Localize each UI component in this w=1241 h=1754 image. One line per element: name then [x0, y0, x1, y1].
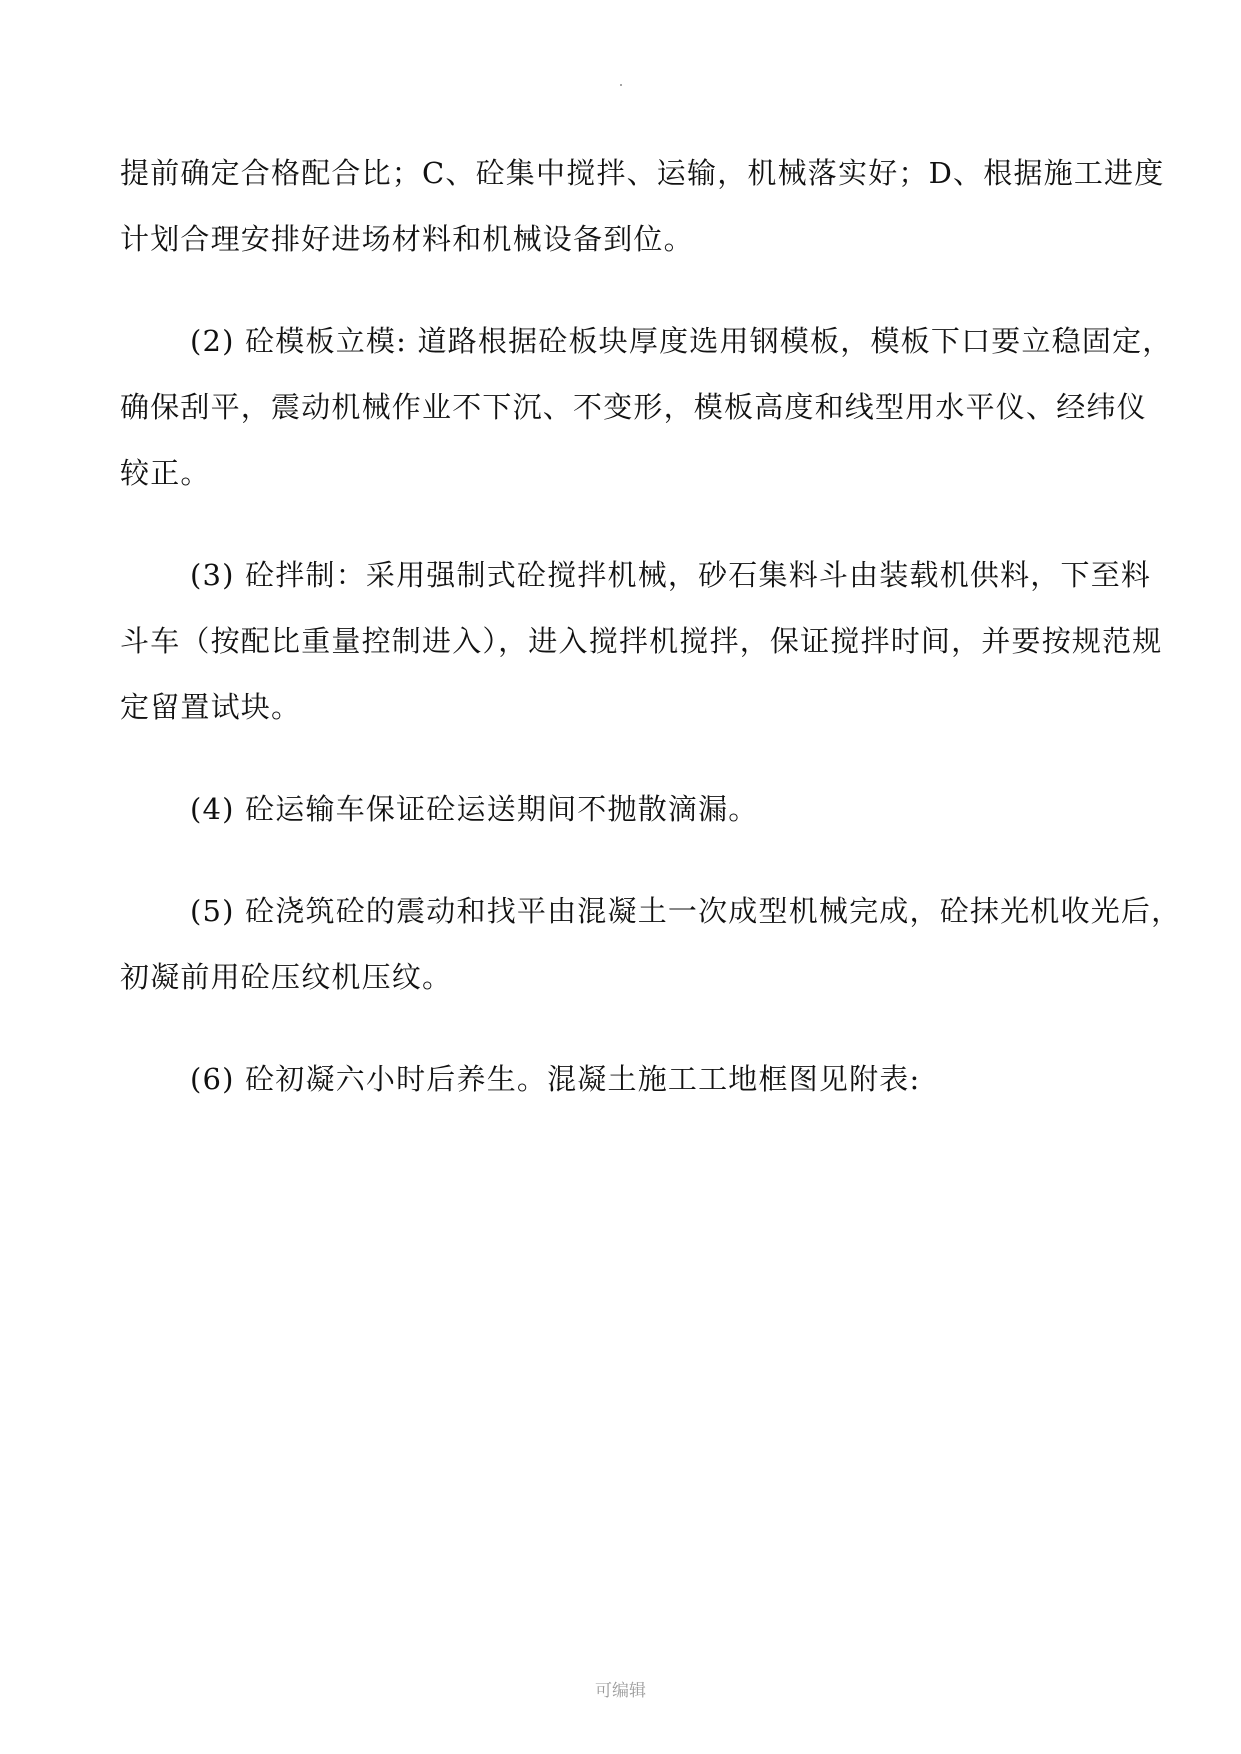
paragraph-line: 计划合理安排好进场材料和机械设备到位。: [120, 222, 694, 256]
paragraph-line: 定留置试块。: [120, 690, 302, 724]
paragraph-4-transport: [120, 776, 1120, 842]
page-footer-text: 可编辑: [595, 1681, 646, 1701]
paragraph-line: (2) 砼模板立模: 道路根据砼板块厚度选用钢模板，模板下口要立稳固定，: [190, 324, 1173, 358]
paragraph-line: (5) 砼浇筑砼的震动和找平由混凝土一次成型机械完成，砼抹光机收光后，: [190, 894, 1182, 928]
paragraph-6-curing: [120, 1046, 1120, 1112]
paragraph-line: 提前确定合格配合比；C、砼集中搅拌、运输，机械落实好；D、根据施工进度: [120, 156, 1165, 190]
paragraph-line: 较正。: [120, 456, 211, 490]
paragraph-line: (4) 砼运输车保证砼运送期间不抛散滴漏。: [190, 792, 759, 826]
paragraph-line: 斗车（按配比重量控制进入），进入搅拌机搅拌，保证搅拌时间，并要按规范规: [120, 624, 1163, 658]
document-body: [120, 140, 1182, 1112]
paragraph-3-mixing: [120, 542, 1163, 740]
paragraph-5-pouring: [120, 878, 1182, 1010]
paragraph-line: 确保刮平，震动机械作业不下沉、不变形，模板高度和线型用水平仪、经纬仪: [120, 390, 1147, 424]
paragraph-line: 初凝前用砼压纹机压纹。: [120, 960, 453, 994]
paragraph-1: [120, 140, 1165, 272]
paragraph-2-formwork: [120, 308, 1173, 506]
paragraph-line: (6) 砼初凝六小时后养生。混凝土施工工地框图见附表:: [190, 1062, 921, 1096]
paragraph-line: (3) 砼拌制：采用强制式砼搅拌机械，砂石集料斗由装载机供料，下至料: [190, 558, 1152, 592]
page-marker-dot: [620, 84, 622, 86]
